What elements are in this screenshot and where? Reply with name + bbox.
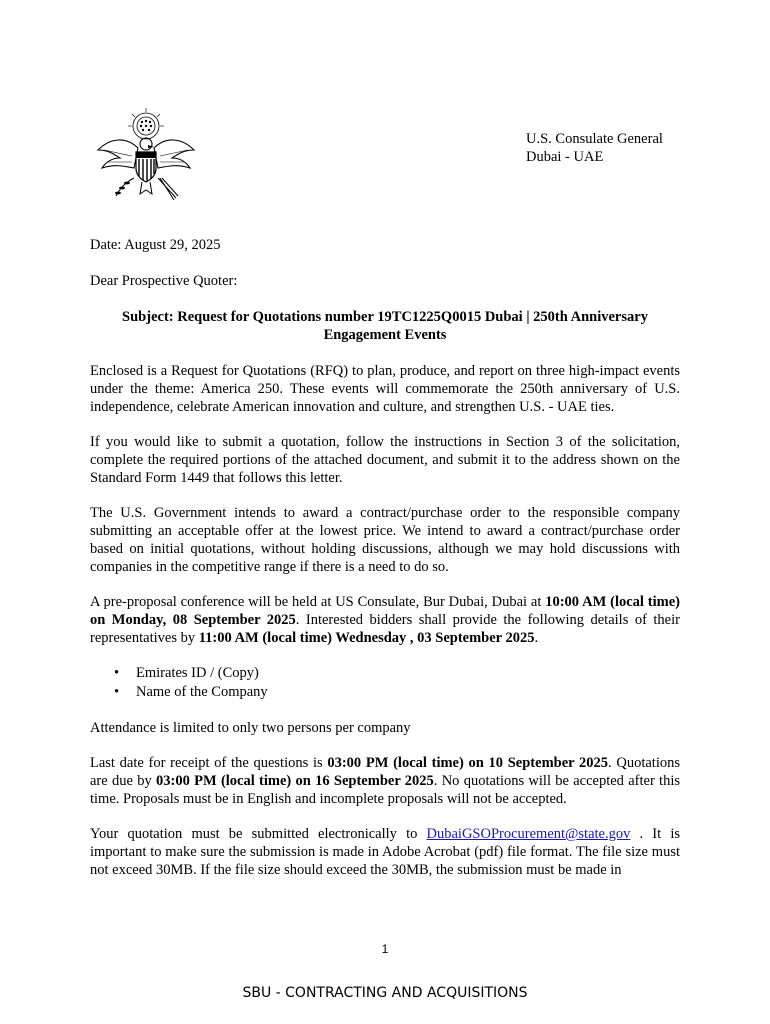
letter-subject: Subject: Request for Quotations number 19TC1225Q0015 Dubai | 250th Anniversary Engagement Events: [122, 309, 648, 343]
paragraph-deadlines: [90, 754, 680, 808]
paragraph-electronic-submission: [90, 825, 680, 879]
paragraph-award-intent: The U.S. Government intends to award a contract/purchase order to the responsible company submitting an acceptable offer at the lowest price. We intend to award a contract/purchase order based on initial quotations, without holding discussions, although we may hold discussions with companies in the competitive range if there is a need to do so.: [90, 505, 680, 575]
conference-time: 10:00 AM (local time) on Monday, 08 September 2025: [90, 594, 680, 628]
address-line-1: U.S. Consulate General: [526, 131, 663, 147]
submission-text: Your quotation must be submitted electronically to: [90, 826, 427, 842]
deadlines-text-2: . Quotations are due by: [90, 755, 680, 789]
page-footer: SBU - CONTRACTING AND ACQUISITIONS: [242, 985, 528, 1001]
great-seal-emblem: [90, 106, 202, 206]
letter-body: [90, 236, 680, 896]
paragraph-submission-instructions: If you would like to submit a quotation, follow the instructions in Section 3 of the solicitation, complete the required portions of the attached document, and submit it to the address shown on the Standard Form 1449 that follows this letter.: [90, 434, 680, 486]
submission-text-2: . It is important to make sure the submission is made in Adobe Acrobat (pdf) file format. The file size must not exceed 30MB. If the file size should exceed the 30MB, the submission must be made in: [90, 826, 680, 878]
required-details-list: [90, 664, 680, 702]
paragraph-pre-proposal-conference: [90, 593, 680, 647]
conference-text-end: .: [534, 630, 539, 646]
conference-text-2: . Interested bidders shall provide the following details of their representatives by: [90, 612, 680, 646]
letter-date: Date: August 29, 2025: [90, 237, 221, 253]
conference-text: A pre-proposal conference will be held at US Consulate, Bur Dubai, Dubai at: [90, 594, 546, 610]
list-item: • Emirates ID / (Copy): [114, 664, 680, 683]
sender-address: [526, 130, 663, 166]
representatives-deadline: 11:00 AM (local time) Wednesday , 03 September 2025: [198, 630, 535, 646]
procurement-email-link[interactable]: DubaiGSOProcurement@state.gov: [426, 826, 631, 842]
paragraph-rfq-intro: Enclosed is a Request for Quotations (RFQ) to plan, produce, and report on three high-impact events under the theme: America 250. These events will commemorate the 250th anniversary of U.S. independence, celebrate American innovation and culture, and strengthen U.S. - UAE ties.: [90, 363, 680, 415]
questions-deadline: 03:00 PM (local time) on 10 September 2025: [327, 755, 609, 771]
deadlines-text: Last date for receipt of the questions is: [90, 755, 328, 771]
list-item: • Name of the Company: [114, 683, 680, 702]
page-number: 1: [381, 942, 389, 956]
quotations-deadline: 03:00 PM (local time) on 16 September 2025: [156, 773, 434, 789]
letter-salutation: Dear Prospective Quoter:: [90, 273, 238, 289]
paragraph-attendance-limit: Attendance is limited to only two persons per company: [90, 720, 411, 736]
deadlines-text-3: . No quotations will be accepted after this time. Proposals must be in English and incomplete proposals will not be accepted.: [90, 773, 681, 807]
address-line-2: Dubai - UAE: [526, 149, 604, 165]
